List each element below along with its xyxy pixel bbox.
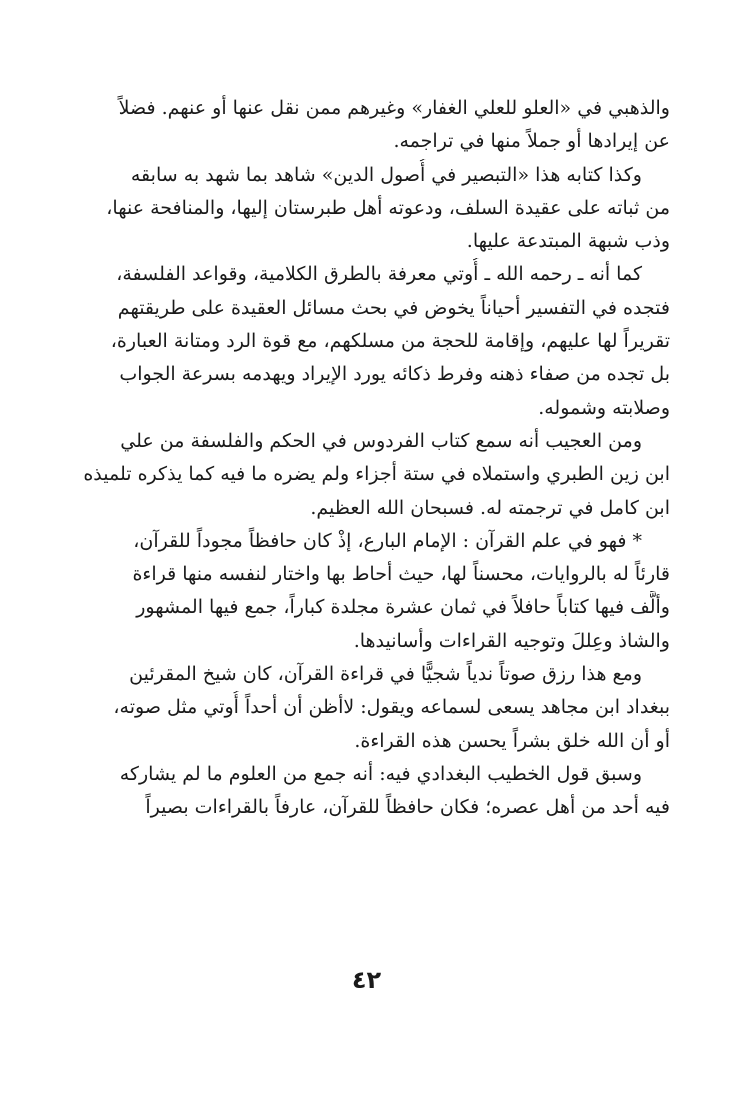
text-line-5: وذب شبهة المبتدعة عليها. — [466, 230, 670, 253]
text-line-9: بل تجده من صفاء ذهنه وفرط ذكائه يورد الإيراد ويهدمه بسرعة الجواب — [119, 363, 670, 386]
text-line-14: * فهو في علم القرآن : الإمام البارع، إذْ كان حافظاً مجوداً للقرآن، — [133, 529, 642, 552]
text-line-3: وكذا كتابه هذا «التبصير في أُصول الدين» شاهد بما شهد به سابقه — [130, 163, 642, 186]
text-line-10: وصلابته وشموله. — [538, 396, 670, 419]
text-line-13: ابن كامل في ترجمته له. فسبحان الله العظيم. — [310, 496, 670, 519]
text-line-19: ببغداد ابن مجاهد يسعى لسماعه ويقول: لاأظن أن أحداً أُوتي مثل صوته، — [113, 696, 670, 719]
text-line-20: أو أن الله خلق بشراً يحسن هذه القراءة. — [354, 729, 670, 752]
text-line-17: والشاذ وعِللَ وتوجيه القراءات وأسانيدها. — [353, 629, 670, 652]
text-line-11: ومن العجيب أنه سمع كتاب الفردوس في الحكم والفلسفة من علي — [120, 429, 642, 452]
page-number: ٤٢ — [351, 966, 382, 994]
text-line-16: وألَّف فيها كتاباً حافلاً في ثمان عشرة مجلدة كباراً، جمع فيها المشهور — [136, 596, 670, 619]
text-line-18: ومع هذا رزق صوتاً ندياً شجيًّا في قراءة القرآن، كان شيخ المقرئين — [129, 663, 642, 686]
text-line-1: والذهبي في «العلو للعلي الغفار» وغيرهم ممن نقل عنها أو عنهم. فضلاً — [118, 97, 670, 119]
text-line-12: ابن زين الطبري واستملاه في ستة أجزاء ولم يضره ما فيه كما يذكره تلميذه — [83, 463, 670, 486]
text-line-8: تقريراً لها عليهم، وإقامة للحجة من مسلكهم، مع قوة الرد ومتانة العبارة، — [110, 330, 670, 353]
text-line-2: عن إيرادها أو جملاً منها في تراجمه. — [393, 130, 670, 153]
page-body — [70, 92, 670, 825]
text-line-4: من ثباته على عقيدة السلف، ودعوته أهل طبرستان إليها، والمنافحة عنها، — [106, 196, 670, 219]
text-line-21: وسبق قول الخطيب البغدادي فيه: أنه جمع من العلوم ما لم يشاركه — [119, 762, 642, 785]
text-line-22: فيه أحد من أهل عصره؛ فكان حافظاً للقرآن، عارفاً بالقراءات بصيراً — [145, 796, 670, 819]
text-line-7: فتجده في التفسير أحياناً يخوض في بحث مسائل العقيدة على طريقتهم — [117, 296, 670, 319]
text-line-15: قارئاً له بالروايات، محسناً لها، حيث أحاط بها واختار لنفسه منها قراءة — [132, 563, 670, 586]
text-line-6: كما أنه ـ رحمه الله ـ أُوتي معرفة بالطرق الكلامية، وقواعد الفلسفة، — [116, 263, 642, 286]
